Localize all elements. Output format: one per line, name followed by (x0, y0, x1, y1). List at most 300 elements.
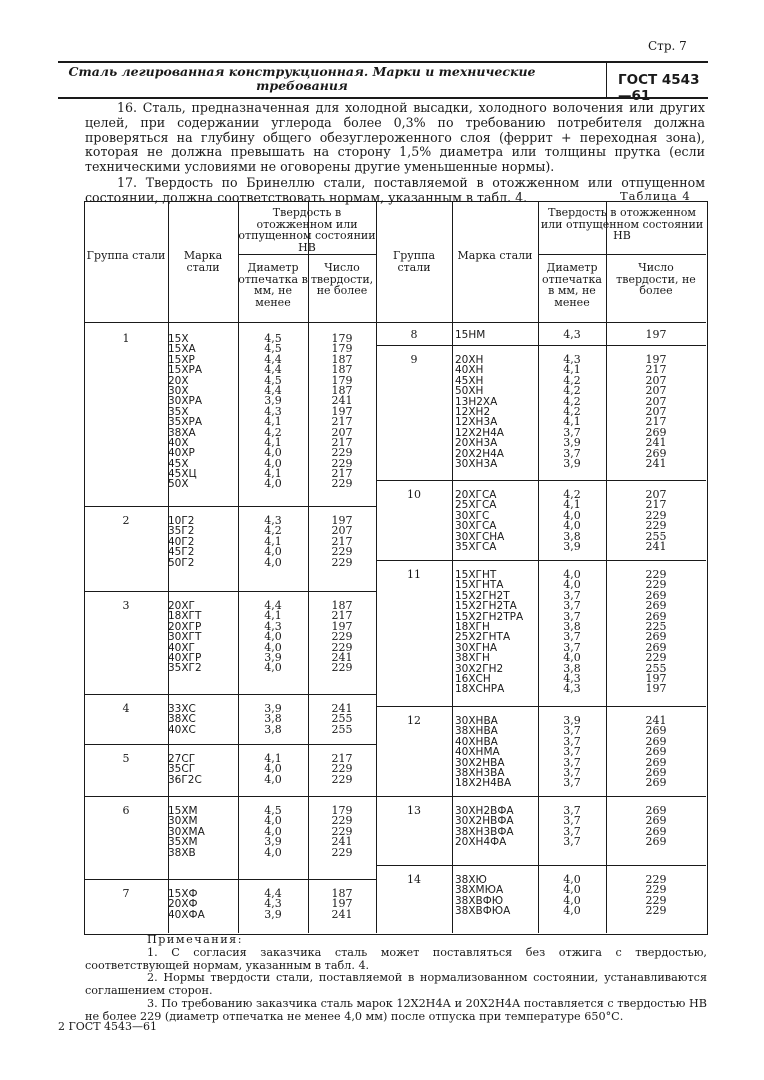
diameter-cell: 4,4 (264, 352, 282, 366)
diameter-cell: 4,0 (264, 555, 282, 569)
hardness-cell: 229 (331, 661, 353, 675)
grade-cell: 30ХНВА (455, 715, 498, 727)
grade-cell: 15ХР (168, 353, 195, 366)
group-number: 9 (410, 353, 418, 366)
diameter-cell: 3,7 (563, 814, 581, 828)
grade-cell: 38ХГН (455, 652, 490, 665)
diameter-cell: 4,3 (563, 682, 581, 696)
diameter-cell: 3,7 (563, 640, 581, 654)
grade-cell: 25ХГСА (455, 499, 497, 512)
group-number: 4 (122, 702, 130, 715)
grade-cell: 35ХГ2 (168, 662, 202, 675)
diameter-cell: 3,8 (563, 619, 581, 633)
diameter-cell: 3,9 (264, 650, 282, 664)
group-number: 14 (407, 873, 421, 886)
grade-cell: 30ХГТ (168, 631, 202, 644)
grade-cell: 38ХН3ВА (455, 766, 505, 779)
diameter-cell-column (538, 875, 606, 917)
gost-number: ГОСТ 4543—61 (618, 72, 700, 104)
grade-cell: 38ХНВА (455, 725, 498, 738)
grade-cell: 40Х (168, 436, 189, 449)
hardness-cell: 229 (331, 477, 353, 491)
grade-cell: 38ХН3ВФА (455, 825, 514, 838)
diameter-cell-column (538, 570, 606, 695)
diameter-cell: 4,0 (563, 519, 581, 533)
grade-cell: 20ХН3А (455, 437, 498, 450)
grade-cell: 20Х2Н4А (455, 447, 504, 460)
grade-cell-column (168, 806, 238, 858)
grade-cell: 15ХА (168, 343, 196, 356)
hardness-cell: 241 (331, 702, 353, 715)
grade-cell: 30ХГСНА (455, 530, 505, 543)
diameter-cell: 4,3 (563, 328, 581, 341)
hardness-cell: 241 (331, 394, 353, 408)
header-grade-left: Марка стали (183, 249, 223, 274)
diameter-cell: 3,7 (563, 425, 581, 439)
grade-cell: 40ХР (168, 447, 195, 460)
hardness-cell: 187 (331, 363, 353, 377)
grade-cell: 50Х (168, 478, 189, 491)
hardness-cell-column (606, 355, 706, 469)
diameter-cell-column (538, 716, 606, 789)
hardness-cell: 197 (331, 897, 353, 911)
diameter-cell: 4,2 (563, 488, 581, 501)
grade-cell-column (455, 330, 538, 340)
table-caption: Таблица 4 (620, 189, 691, 203)
hardness-cell-column (606, 330, 706, 340)
hardness-cell: 179 (331, 373, 353, 387)
diameter-cell: 4,2 (563, 384, 581, 398)
hardness-cell: 269 (645, 640, 667, 654)
hardness-cell: 217 (331, 534, 353, 548)
hardness-cell: 187 (331, 599, 353, 612)
hardness-cell: 241 (331, 650, 353, 664)
diameter-cell: 4,5 (264, 373, 282, 387)
diameter-cell: 4,0 (264, 762, 282, 776)
grade-cell: 33ХС (168, 703, 196, 715)
grade-cell: 40ХНВА (455, 735, 498, 748)
hardness-cell: 229 (645, 893, 667, 907)
diameter-cell: 3,8 (264, 712, 282, 726)
grade-cell-column (455, 716, 538, 789)
hardness-cell-column (606, 806, 706, 848)
hardness-cell: 241 (331, 835, 353, 849)
diameter-cell: 4,1 (563, 498, 581, 512)
diameter-cell: 4,1 (264, 435, 282, 449)
header-hardness-left: Твердость в отожженном или отпущенном состоянии НВ (238, 206, 376, 254)
grade-cell: 38ХВ (168, 846, 196, 859)
hardness-cell: 229 (331, 772, 353, 786)
diameter-cell: 4,1 (264, 415, 282, 429)
group-separator (376, 480, 706, 481)
hardness-cell: 269 (645, 765, 667, 779)
grade-cell: 30Х (168, 384, 189, 397)
hardness-cell: 229 (645, 651, 667, 665)
hardness-cell-column (308, 806, 376, 858)
hardness-cell: 197 (331, 404, 353, 418)
hardness-cell: 197 (331, 619, 353, 633)
header-group-right: Группа стали (392, 249, 436, 274)
diameter-cell: 4,0 (264, 545, 282, 559)
diameter-cell-column (538, 330, 606, 340)
grade-cell: 15ХГНТ (455, 569, 497, 581)
hardness-cell: 217 (331, 415, 353, 429)
notes-title: Примечания: (147, 933, 244, 946)
diameter-cell: 4,0 (264, 456, 282, 470)
hardness-cell: 269 (645, 630, 667, 644)
diameter-cell: 4,3 (563, 353, 581, 366)
hardness-cell: 229 (331, 845, 353, 859)
hardness-cell: 269 (645, 734, 667, 748)
group-separator (84, 694, 376, 695)
diameter-cell: 3,7 (563, 630, 581, 644)
hardness-cell: 229 (645, 883, 667, 897)
grade-cell: 30ХГС (455, 509, 490, 522)
grade-cell-column (455, 355, 538, 469)
grade-cell: 45Х (168, 457, 189, 470)
hardness-cell: 229 (331, 630, 353, 644)
diameter-cell: 4,2 (563, 404, 581, 418)
hardness-cell: 207 (331, 524, 353, 538)
grade-cell: 35ХГСА (455, 540, 497, 553)
hardness-cell: 255 (645, 529, 667, 543)
hardness-cell: 229 (331, 640, 353, 654)
diameter-cell: 4,0 (264, 630, 282, 644)
hardness-cell: 229 (331, 814, 353, 828)
diameter-cell-column (538, 355, 606, 469)
grade-cell: 20ХФ (168, 898, 198, 911)
hardness-cell: 197 (331, 514, 353, 527)
hardness-cell: 269 (645, 609, 667, 623)
header-grade-right: Марка стали (457, 249, 533, 262)
grade-cell: 45Г2 (168, 546, 195, 559)
grade-cell-column (168, 754, 238, 785)
diameter-cell: 4,4 (264, 599, 282, 612)
group-separator (84, 744, 376, 745)
diameter-cell: 4,0 (264, 814, 282, 828)
hardness-cell: 269 (645, 804, 667, 817)
grade-cell: 40ХН (455, 364, 484, 377)
hardness-cell: 269 (645, 425, 667, 439)
diameter-cell: 4,1 (563, 415, 581, 429)
diameter-cell-column (238, 334, 308, 490)
grade-cell: 18ХСНРА (455, 683, 505, 696)
header-diameter-right: Диаметр отпечатка в мм, не менее (542, 261, 602, 309)
hardness-cell: 241 (645, 714, 667, 727)
diameter-cell: 4,0 (264, 845, 282, 859)
hardness-cell: 241 (331, 907, 353, 921)
group-separator (84, 506, 376, 507)
diameter-cell-column (238, 806, 308, 858)
diameter-cell: 4,2 (264, 425, 282, 439)
group-number: 5 (122, 752, 130, 765)
hardness-cell-column (308, 516, 376, 568)
diameter-cell: 4,0 (563, 578, 581, 592)
diameter-cell: 4,2 (563, 373, 581, 387)
diameter-cell: 4,1 (264, 467, 282, 481)
group-number: 1 (122, 332, 130, 345)
grade-cell: 15Х2ГН2ТА (455, 600, 517, 613)
diameter-cell: 3,8 (563, 661, 581, 675)
hardness-cell: 217 (331, 752, 353, 765)
hardness-cell-column (606, 490, 706, 552)
group-number: 6 (122, 804, 130, 817)
diameter-cell: 3,7 (563, 804, 581, 817)
grade-cell: 35Х (168, 405, 189, 418)
hardness-cell: 241 (645, 456, 667, 470)
note-2: 2. Нормы твердости стали, поставляемой в нормализованном состоянии, устанавливаются соглашением сторон. (85, 971, 707, 998)
hardness-cell: 187 (331, 383, 353, 397)
hardness-cell-column (308, 334, 376, 490)
diameter-cell: 3,9 (563, 539, 581, 553)
table-hline (238, 254, 376, 255)
grade-cell: 15Х2ГН2Т (455, 589, 510, 602)
hardness-cell: 255 (645, 661, 667, 675)
grade-cell: 35СГ (168, 763, 196, 776)
hardness-cell: 217 (331, 435, 353, 449)
hardness-cell: 241 (645, 436, 667, 450)
hardness-cell: 179 (331, 342, 353, 356)
hardness-cell: 269 (645, 814, 667, 828)
diameter-cell: 4,3 (264, 514, 282, 527)
hardness-cell: 269 (645, 755, 667, 769)
paragraph-16-text: 16. Сталь, предназначенная для холодной высадки, холодного волочения или других целей, при содержании углерода более 0,3% по требованию потребителя должна проверяться на глубину общего обезуглероженного слоя (феррит + переходная зона), которая не должна превышать на сторону 1,5% диаметра или толщины прутка (если техническими условиями не оговорены другие уменьшенные нормы). (85, 100, 705, 175)
hardness-cell: 207 (645, 404, 667, 418)
diameter-cell: 3,9 (264, 394, 282, 408)
grade-cell: 50ХН (455, 385, 484, 398)
hardness-cell-column (606, 875, 706, 917)
diameter-cell: 4,4 (264, 363, 282, 377)
grade-cell: 30Х2НВФА (455, 815, 514, 828)
hardness-cell: 187 (331, 887, 353, 900)
grade-cell: 30ХГНА (455, 641, 498, 654)
diameter-cell: 3,8 (264, 722, 282, 736)
grade-cell: 40ХНМА (455, 746, 500, 759)
paragraph-17-text: 17. Твердость по Бринеллю стали, поставляемой в отожженном или отпущенном состоянии, должна соответствовать нормам, указанным в табл. 4. (85, 175, 705, 205)
grade-cell: 30ХН3А (455, 457, 498, 470)
hardness-cell: 229 (645, 578, 667, 592)
grade-cell: 45ХН (455, 374, 484, 387)
group-number: 2 (122, 514, 130, 527)
diameter-cell: 4,0 (264, 824, 282, 838)
grade-cell: 15НМ (455, 329, 486, 341)
diameter-cell-column (238, 754, 308, 785)
hardness-cell: 207 (645, 373, 667, 387)
hardness-cell: 197 (645, 328, 667, 341)
grade-cell: 40Г2 (168, 535, 195, 548)
diameter-cell: 4,5 (264, 804, 282, 817)
hardness-cell: 229 (331, 824, 353, 838)
note-1: 1. С согласия заказчика сталь может поставляться без отжига с твердостью, соответствующей нормам, указанным в табл. 4. (85, 945, 707, 972)
diameter-cell: 3,7 (563, 599, 581, 613)
hardness-cell: 269 (645, 588, 667, 602)
diameter-cell: 4,0 (264, 640, 282, 654)
grade-cell: 38ХВФЮ (455, 894, 504, 907)
grade-cell: 15Х (168, 333, 189, 345)
diameter-cell: 3,8 (563, 529, 581, 543)
group-separator (84, 879, 376, 880)
diameter-cell: 3,7 (563, 745, 581, 759)
diameter-cell-column (538, 806, 606, 848)
hardness-cell: 217 (645, 363, 667, 377)
group-number: 8 (410, 328, 418, 341)
grade-cell: 18ХГН (455, 620, 490, 633)
diameter-cell-column (538, 490, 606, 552)
hardness-cell: 255 (331, 712, 353, 726)
hardness-cell: 217 (331, 467, 353, 481)
group-number: 11 (407, 568, 421, 581)
diameter-cell: 3,7 (563, 824, 581, 838)
document-header (58, 61, 708, 104)
grade-cell: 12ХН2 (455, 405, 491, 418)
diameter-cell: 3,7 (563, 755, 581, 769)
grade-cell: 20ХН (455, 354, 484, 366)
hardness-cell: 229 (331, 456, 353, 470)
group-separator (84, 591, 376, 592)
grade-cell: 35Г2 (168, 525, 195, 538)
hardness-cell: 229 (645, 519, 667, 533)
grade-cell: 40ХФА (168, 908, 205, 921)
title-line-1: Сталь легированная конструкционная. Марки и технические (68, 64, 536, 79)
grade-cell: 15ХРА (168, 364, 203, 377)
grade-cell: 20Х (168, 374, 189, 387)
header-number-right: Число твердости, не более (616, 261, 696, 297)
hardness-cell: 179 (331, 332, 353, 345)
diameter-cell: 4,0 (264, 661, 282, 675)
group-number: 13 (407, 804, 421, 817)
grade-cell-column (168, 334, 238, 490)
group-separator (376, 560, 706, 561)
diameter-cell: 4,1 (264, 534, 282, 548)
diameter-cell: 3,7 (563, 776, 581, 790)
grade-cell-column (168, 889, 238, 920)
table-hline (538, 254, 706, 255)
header-diameter-left: Диаметр отпечатка в мм, не менее (238, 261, 308, 309)
diameter-cell: 3,9 (264, 907, 282, 921)
hardness-cell: 241 (645, 539, 667, 553)
diameter-cell: 4,1 (563, 363, 581, 377)
grade-cell: 20ХГСА (455, 489, 497, 501)
hardness-cell-column (308, 754, 376, 785)
diameter-cell: 3,9 (264, 835, 282, 849)
grade-cell: 50Г2 (168, 556, 195, 569)
grade-cell: 13Н2ХА (455, 395, 498, 408)
grade-cell: 15Х2ГН2ТРА (455, 610, 524, 623)
hardness-cell: 229 (645, 873, 667, 886)
grade-cell-column (455, 490, 538, 552)
grade-cell: 35ХРА (168, 416, 203, 429)
diameter-cell: 4,4 (264, 383, 282, 397)
grade-cell: 30ХРА (168, 395, 203, 408)
grade-cell: 18Х2Н4ВА (455, 777, 512, 790)
grade-cell: 15ХМ (168, 805, 198, 817)
hardness-cell-column (308, 704, 376, 735)
diameter-cell-column (238, 516, 308, 568)
hardness-cell: 197 (645, 353, 667, 366)
document-title (58, 65, 546, 93)
diameter-cell: 4,0 (264, 477, 282, 491)
header-number-left: Число твердости, не более (310, 261, 374, 297)
diameter-cell: 3,9 (264, 702, 282, 715)
grade-cell: 20ХГР (168, 620, 202, 633)
diameter-cell: 3,9 (563, 436, 581, 450)
hardness-cell-column (606, 570, 706, 695)
diameter-cell: 3,9 (563, 714, 581, 727)
group-separator (84, 796, 376, 797)
diameter-cell: 3,7 (563, 446, 581, 460)
diameter-cell-column (238, 889, 308, 920)
hardness-cell: 207 (645, 488, 667, 501)
hardness-cell: 229 (645, 904, 667, 918)
hardness-cell: 229 (331, 446, 353, 460)
page-number: Стр. 7 (648, 39, 687, 53)
diameter-cell: 4,2 (264, 524, 282, 538)
hardness-cell-column (308, 889, 376, 920)
hardness-cell-column (606, 716, 706, 789)
hardness-cell: 187 (331, 352, 353, 366)
group-separator (376, 345, 706, 346)
diameter-cell: 4,0 (563, 508, 581, 522)
grade-cell: 40ХГ (168, 641, 195, 654)
diameter-cell: 4,4 (264, 887, 282, 900)
paragraph-16 (85, 101, 705, 175)
hardness-cell: 217 (331, 609, 353, 623)
grade-cell: 45ХЦ (168, 468, 197, 481)
diameter-cell: 3,7 (563, 734, 581, 748)
grade-cell-column (168, 704, 238, 735)
diameter-cell: 4,2 (563, 394, 581, 408)
grade-cell-column (455, 875, 538, 917)
hardness-cell: 217 (645, 415, 667, 429)
diameter-cell: 4,0 (563, 873, 581, 886)
diameter-cell: 4,3 (563, 671, 581, 685)
diameter-cell: 4,5 (264, 332, 282, 345)
grade-cell: 20ХГ (168, 600, 195, 612)
diameter-cell: 3,7 (563, 724, 581, 738)
grade-cell-column (168, 601, 238, 674)
diameter-cell: 3,7 (563, 588, 581, 602)
group-separator (376, 796, 706, 797)
grade-cell: 30Х2НВА (455, 756, 505, 769)
diameter-cell: 4,3 (264, 404, 282, 418)
diameter-cell-column (238, 601, 308, 674)
hardness-cell: 197 (645, 682, 667, 696)
grade-cell: 38ХВФЮА (455, 905, 511, 918)
hardness-cell: 207 (645, 394, 667, 408)
hardness-cell: 269 (645, 824, 667, 838)
hardness-cell: 269 (645, 599, 667, 613)
diameter-cell: 4,3 (264, 619, 282, 633)
hardness-cell: 269 (645, 745, 667, 759)
grade-cell: 16ХСН (455, 672, 491, 685)
group-number: 12 (407, 714, 421, 727)
grade-cell-column (168, 516, 238, 568)
diameter-cell: 4,0 (563, 651, 581, 665)
note-3: 3. По требованию заказчика сталь марок 12Х2Н4А и 20Х2Н4А поставляется с твердостью НВ не более 229 (диаметр отпечатка не менее 4,0 мм) после отпуска при температуре 650°С. (85, 996, 707, 1023)
hardness-cell: 229 (645, 508, 667, 522)
grade-cell: 30ХМА (168, 825, 205, 838)
diameter-cell: 4,0 (264, 446, 282, 460)
hardness-cell: 197 (645, 671, 667, 685)
hardness-cell: 229 (331, 555, 353, 569)
diameter-cell: 4,1 (264, 609, 282, 623)
grade-cell: 18ХГТ (168, 610, 202, 623)
diameter-cell: 4,0 (563, 893, 581, 907)
group-separator (376, 865, 706, 866)
hardness-cell: 269 (645, 776, 667, 790)
page-footer: 2 ГОСТ 4543—61 (58, 1020, 158, 1033)
diameter-cell: 4,5 (264, 342, 282, 356)
